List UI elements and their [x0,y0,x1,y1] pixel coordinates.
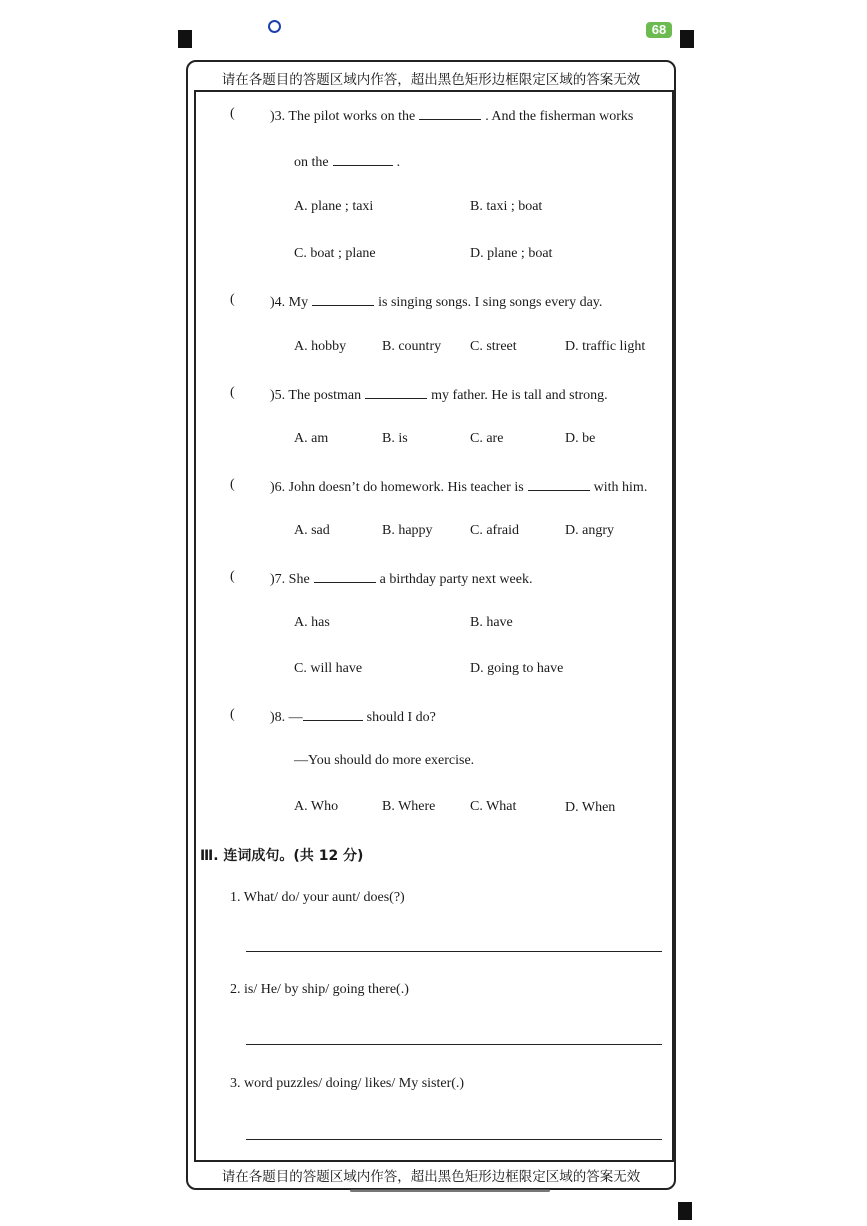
question-number: )5. [270,388,286,403]
option-a: A. am [294,431,329,446]
question-number: )4. [270,295,286,310]
answer-blank[interactable] [312,292,374,306]
option-b: B. have [470,615,513,630]
registration-mark-top-left [178,30,192,48]
answer-blank[interactable] [333,152,393,166]
option-d: D. going to have [470,661,564,676]
page-number-tag: 68 [646,22,672,38]
sentence-item-2: 2. is/ He/ by ship/ going there(.) [230,982,409,997]
answer-bracket-q6[interactable]: ( [230,477,235,492]
option-c: C. afraid [470,523,519,538]
question-8-response: —You should do more exercise. [294,753,475,768]
option-b: B. happy [382,523,433,538]
sentence-item-1: 1. What/ do/ your aunt/ does(?) [230,890,405,905]
section-3-title: Ⅲ. 连词成句。(共 12 分) [200,848,364,864]
answer-blank[interactable] [419,106,481,120]
option-b: B. is [382,431,408,446]
option-a: A. plane ; taxi [294,199,374,214]
option-d: D. traffic light [565,339,646,354]
question-number: )8. [270,710,286,725]
answer-area-border [194,90,674,1162]
question-6-stem: )6. John doesn’t do homework. His teacher is with him. [270,477,647,496]
answer-bracket-q4[interactable]: ( [230,292,235,307]
answer-bracket-q3[interactable]: ( [230,106,235,121]
question-7-stem: )7. She a birthday party next week. [270,569,532,588]
answer-line-2[interactable] [246,1044,662,1045]
registration-mark-top-right [680,30,694,48]
option-d: D. plane ; boat [470,246,553,261]
option-d: D. angry [565,523,614,538]
sentence-item-3: 3. word puzzles/ doing/ likes/ My sister(.) [230,1076,465,1091]
answer-blank[interactable] [314,569,376,583]
option-c: C. boat ; plane [294,246,376,261]
option-b: B. country [382,339,442,354]
option-c: C. street [470,339,517,354]
option-a: A. has [294,615,330,630]
question-4-stem: )4. My is singing songs. I sing songs every day. [270,292,602,311]
top-notice: 请在各题目的答题区域内作答，超出黑色矩形边框限定区域的答案无效 [221,72,641,88]
question-number: )6. [270,480,286,495]
option-b: B. taxi ; boat [470,199,543,214]
scan-smudge [350,1189,550,1192]
question-number: )3. [270,109,286,124]
answer-line-1[interactable] [246,951,662,952]
answer-bracket-q7[interactable]: ( [230,569,235,584]
question-3-stem-cont: on the . [294,152,400,171]
option-b: B. Where [382,799,436,814]
question-5-stem: )5. The postman my father. He is tall and strong. [270,385,608,404]
option-d: D. When [565,800,616,815]
answer-blank[interactable] [365,385,427,399]
answer-line-3[interactable] [246,1139,662,1140]
option-c: C. will have [294,661,363,676]
option-d: D. be [565,431,596,446]
question-8-stem: )8. — should I do? [270,707,436,726]
question-number: )7. [270,572,286,587]
answer-blank[interactable] [303,707,363,721]
option-a: A. sad [294,523,330,538]
option-a: A. hobby [294,339,347,354]
circle-mark-icon [268,20,281,33]
option-c: C. are [470,431,504,446]
question-3-stem: )3. The pilot works on the . And the fisherman works [270,106,633,125]
bottom-notice: 请在各题目的答题区域内作答，超出黑色矩形边框限定区域的答案无效 [221,1169,641,1185]
option-a: A. Who [294,799,339,814]
option-c: C. What [470,799,517,814]
answer-bracket-q8[interactable]: ( [230,707,235,722]
answer-bracket-q5[interactable]: ( [230,385,235,400]
registration-mark-bottom-right [678,1202,692,1220]
answer-blank[interactable] [528,477,590,491]
